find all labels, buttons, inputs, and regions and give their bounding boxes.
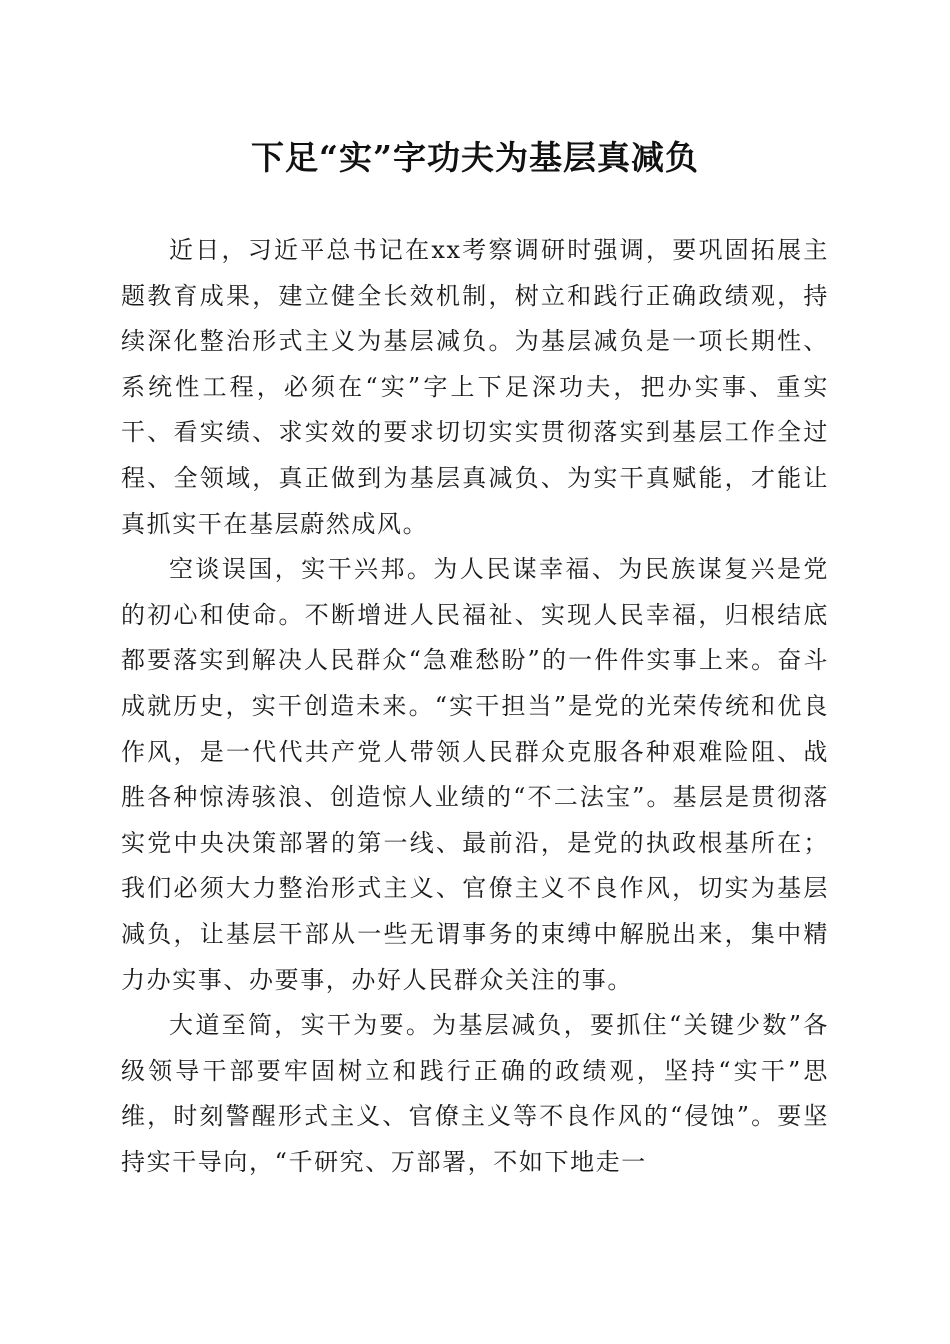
paragraph-3: 大道至简，实干为要。为基层减负，要抓住“关键少数”各级领导干部要牢固树立和践行正确的政绩观，坚持“实干”思维，时刻警醒形式主义、官僚主义等不良作风的“侵蚀”。要坚持实干导向，“千研究、万部署，不如下地走一 [121, 1011, 829, 1176]
document-body [121, 228, 829, 1185]
paragraph-2: 空谈误国，实干兴邦。为人民谋幸福、为民族谋复兴是党的初心和使命。不断增进人民福祉、实现人民幸福，归根结底都要落实到解决人民群众“急难愁盼”的一件件实事上来。奋斗成就历史，实干创造未来。“实干担当”是党的光荣传统和优良作风，是一代代共产党人带领人民群众克服各种艰难险阻、战胜各种惊涛骇浪、创造惊人业绩的“不二法宝”。基层是贯彻落实党中央决策部署的第一线、最前沿，是党的执政根基所在；我们必须大力整治形式主义、官僚主义不良作风，切实为基层减负，让基层干部从一些无谓事务的束缚中解脱出来，集中精力办实事、办要事，办好人民群众关注的事。 [121, 555, 829, 994]
document-title: 下足“实”字功夫为基层真减负 [251, 138, 699, 177]
paragraph-1: 近日，习近平总书记在xx考察调研时强调，要巩固拓展主题教育成果，建立健全长效机制，树立和践行正确政绩观，持续深化整治形式主义为基层减负。为基层减负是一项长期性、系统性工程，必须在“实”字上下足深功夫，把办实事、重实干、看实绩、求实效的要求切切实实贯彻落实到基层工作全过程、全领域，真正做到为基层真减负、为实干真赋能，才能让真抓实干在基层蔚然成风。 [121, 236, 829, 538]
